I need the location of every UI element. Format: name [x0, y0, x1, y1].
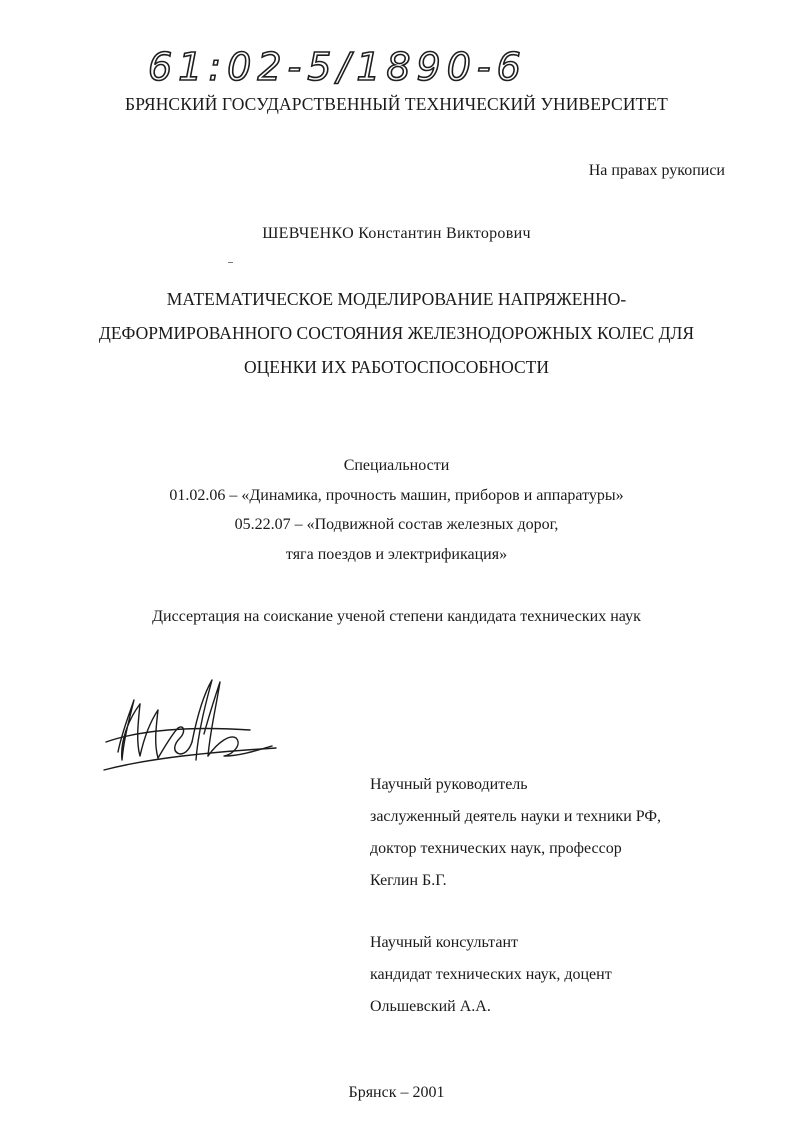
- university-name: БРЯНСКИЙ ГОСУДАРСТВЕННЫЙ ТЕХНИЧЕСКИЙ УНИВЕРСИТЕТ: [125, 94, 668, 114]
- archive-code: [148, 40, 538, 88]
- supervisor-line: заслуженный деятель науки и техники РФ,: [370, 808, 662, 825]
- speciality-line: тяга поездов и электрификация»: [285, 545, 508, 563]
- specialities-heading: Специальности: [343, 457, 450, 474]
- supervisor-role: Научный руководитель: [370, 776, 528, 793]
- supervisor-line: доктор технических наук, профессор: [370, 840, 622, 857]
- scan-speck: [228, 262, 233, 263]
- consultant-block: [370, 927, 612, 1023]
- dissertation-title: [0, 282, 793, 384]
- author-signature: [100, 672, 280, 782]
- consultant-name: Ольшевский А.А.: [370, 998, 491, 1015]
- speciality-line: 05.22.07 – «Подвижной состав железных дорог,: [234, 516, 559, 533]
- archive-code-text: 61:02-5/1890-6: [148, 45, 527, 89]
- specialities-block: [0, 451, 793, 569]
- title-line: ОЦЕНКИ ИХ РАБОТОСПОСОБНОСТИ: [244, 357, 549, 377]
- city-year: Брянск – 2001: [348, 1084, 445, 1101]
- supervisor-name: Кеглин Б.Г.: [370, 872, 447, 889]
- signature-drawing: [100, 672, 280, 782]
- title-line: МАТЕМАТИЧЕСКОЕ МОДЕЛИРОВАНИЕ НАПРЯЖЕННО-: [166, 289, 627, 309]
- author-name: ШЕВЧЕНКО Константин Викторович: [262, 225, 531, 242]
- archive-code-handwriting: [148, 40, 538, 88]
- degree-statement: Диссертация на соискание ученой степени кандидата технических наук: [152, 608, 641, 625]
- consultant-line: кандидат технических наук, доцент: [370, 966, 612, 983]
- speciality-line: 01.02.06 – «Динамика, прочность машин, приборов и аппаратуры»: [169, 486, 624, 504]
- manuscript-note: На правах рукописи: [588, 162, 725, 179]
- consultant-role: Научный консультант: [370, 934, 518, 951]
- supervisor-block: [370, 769, 661, 897]
- title-line: ДЕФОРМИРОВАННОГО СОСТОЯНИЯ ЖЕЛЕЗНОДОРОЖНЫХ КОЛЕС ДЛЯ: [98, 323, 695, 343]
